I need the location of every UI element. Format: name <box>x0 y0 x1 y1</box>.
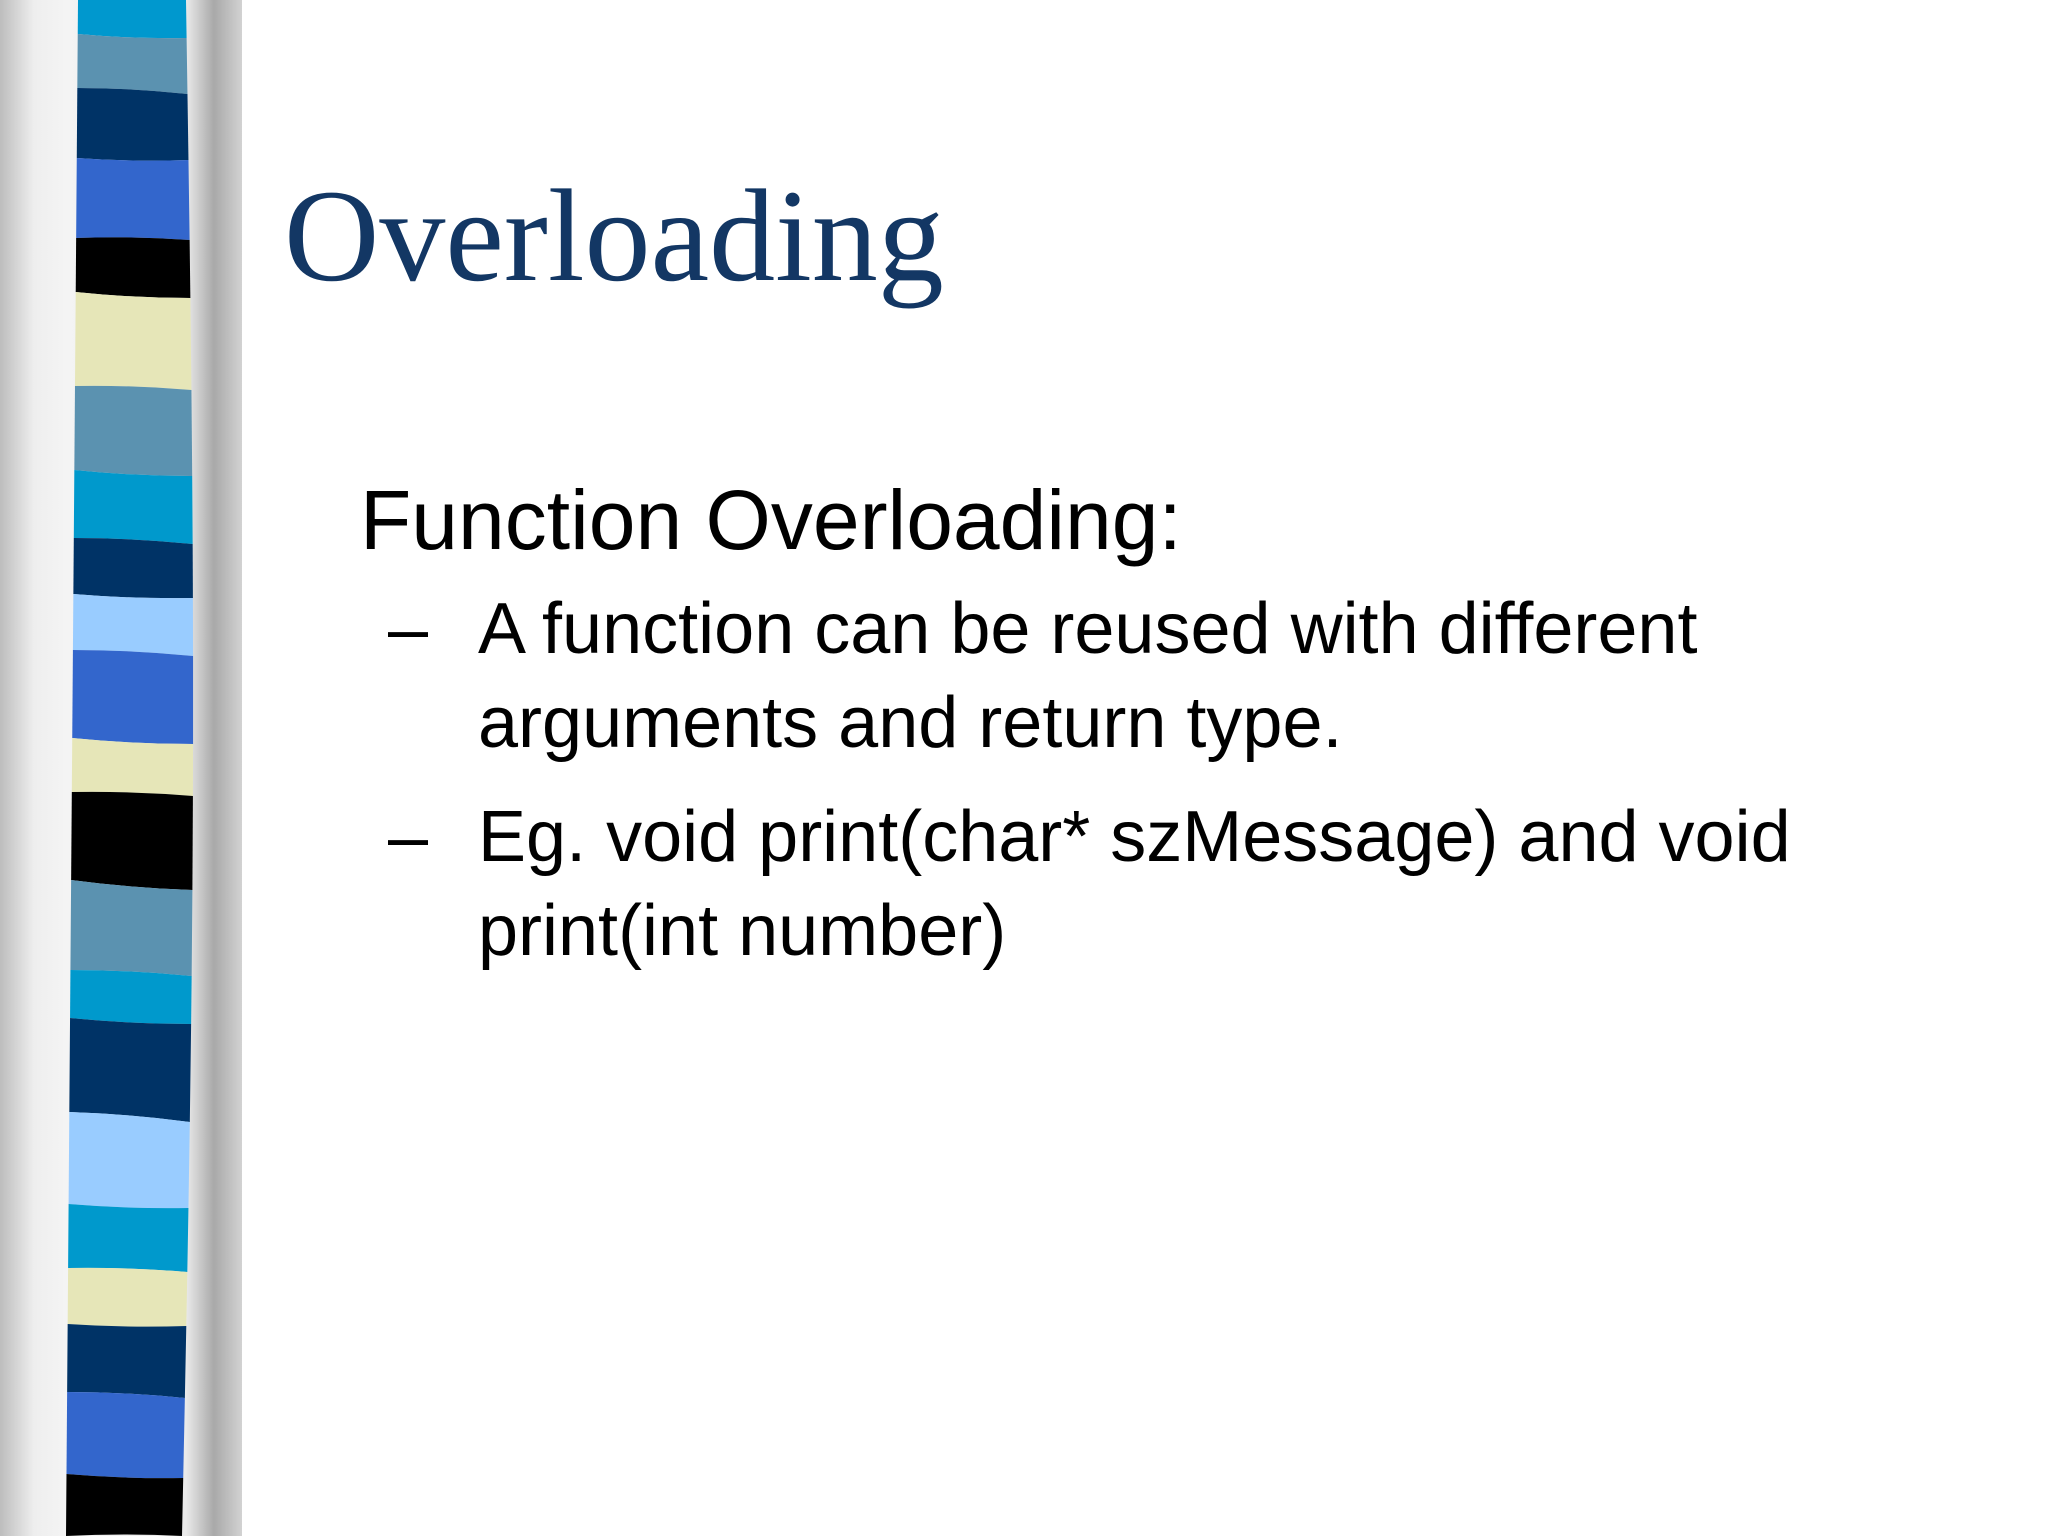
slide-body <box>360 470 2000 998</box>
banner-stripe <box>70 970 192 1024</box>
sub-bullet-item <box>388 790 2038 978</box>
banner-stripe <box>73 538 193 598</box>
banner-stripe <box>75 292 191 390</box>
banner-stripe <box>67 1324 186 1398</box>
banner-stripe <box>77 34 187 94</box>
dash-marker: – <box>388 589 429 669</box>
banner-stripe <box>66 1474 183 1536</box>
banner-stripe <box>70 880 192 976</box>
sub-bullet-text: Eg. void print(char* szMessage) and void print(int number) <box>478 797 1791 971</box>
banner-stripe <box>69 1112 190 1208</box>
main-bullet: Function Overloading: <box>360 473 1182 567</box>
decorative-stripe-banner <box>0 0 242 1536</box>
banner-stripe <box>77 88 189 161</box>
banner-stripe <box>78 0 187 38</box>
slide-title: Overloading <box>284 162 944 309</box>
banner-stripe <box>73 594 193 656</box>
sub-bullet-list <box>360 582 2000 978</box>
banner-stripe <box>66 1392 184 1478</box>
banner-stripe <box>72 650 193 744</box>
banner-stripe <box>72 738 193 796</box>
banner-stripe <box>74 470 193 544</box>
dash-marker: – <box>388 797 429 877</box>
banner-stripe <box>68 1268 188 1327</box>
sub-bullet-text: A function can be reused with different arguments and return type. <box>478 589 1698 763</box>
banner-stripe <box>71 792 193 890</box>
banner-stripe <box>68 1204 188 1272</box>
banner-stripe <box>69 1018 191 1122</box>
banner-stripe <box>76 237 191 298</box>
banner-stripe <box>76 158 189 240</box>
sub-bullet-item <box>388 582 2038 770</box>
stripe-graphic <box>0 0 242 1536</box>
banner-stripe <box>74 386 192 476</box>
